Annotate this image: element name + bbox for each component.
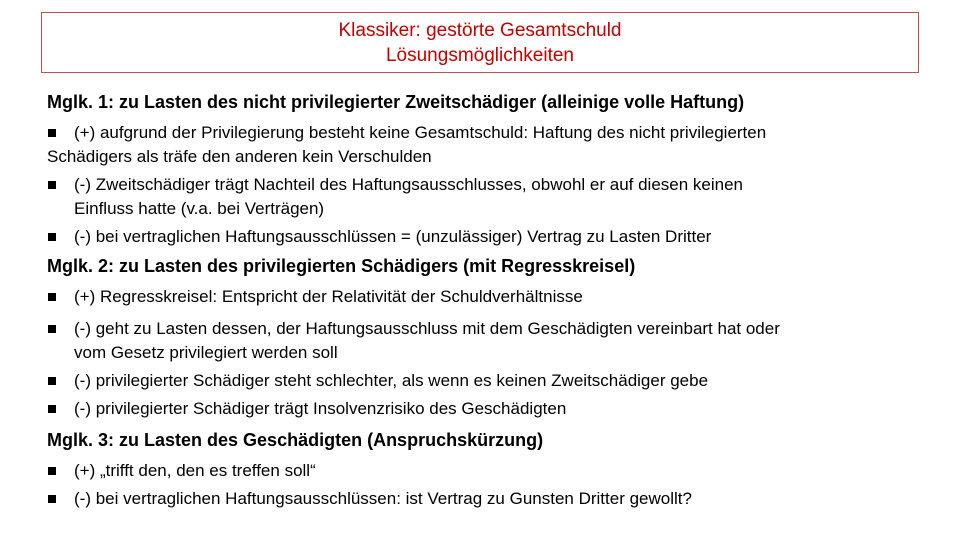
list-item [47,369,927,393]
list-item-text-cont: Schädigers als träfe den anderen kein Verschulden [47,147,432,166]
list-item [47,121,927,169]
section-list-1 [47,121,927,249]
square-bullet-icon [48,377,56,385]
list-item [47,487,927,511]
list-item-text: (+) Regresskreisel: Entspricht der Relativität der Schuldverhältnisse [74,287,583,306]
square-bullet-icon [48,325,56,333]
list-item-text: (-) privilegierter Schädiger trägt Insolvenzrisiko des Geschädigten [74,399,567,418]
section-heading-3: Mglk. 3: zu Lasten des Geschädigten (Anspruchskürzung) [47,430,544,450]
section-list-3 [47,459,927,511]
slide-content [47,89,927,511]
list-item-text-cont: vom Gesetz privilegiert werden soll [74,343,338,362]
square-bullet-icon [48,129,56,137]
list-item [47,225,927,249]
square-bullet-icon [48,293,56,301]
list-item-text-cont: Einfluss hatte (v.a. bei Verträgen) [74,199,325,218]
slide-subtitle: Lösungsmöglichkeiten [385,44,574,66]
square-bullet-icon [48,233,56,241]
list-item [47,459,927,483]
section-heading-2: Mglk. 2: zu Lasten des privilegierten Schädigers (mit Regresskreisel) [47,256,636,276]
section-list-2 [47,285,927,421]
list-item-text: (-) Zweitschädiger trägt Nachteil des Haftungsausschlusses, obwohl er auf diesen keinen [74,175,744,194]
square-bullet-icon [48,405,56,413]
section-heading-1: Mglk. 1: zu Lasten des nicht privilegierter Zweitschädiger (alleinige volle Haftung) [47,92,745,112]
list-item-text: (-) geht zu Lasten dessen, der Haftungsausschluss mit dem Geschädigten vereinbart hat oder [74,319,780,338]
list-item-text: (-) bei vertraglichen Haftungsausschlüssen: ist Vertrag zu Gunsten Dritter gewollt? [74,489,692,508]
list-item-text: (+) aufgrund der Privilegierung besteht keine Gesamtschuld: Haftung des nicht privilegierten [74,123,767,142]
slide-title-box [41,12,919,73]
list-item [47,285,927,309]
slide-title: Klassiker: gestörte Gesamtschuld [338,19,622,41]
list-item-text: (-) bei vertraglichen Haftungsausschlüssen = (unzulässiger) Vertrag zu Lasten Dritter [74,227,712,246]
square-bullet-icon [48,181,56,189]
list-item-text: (-) privilegierter Schädiger steht schlechter, als wenn es keinen Zweitschädiger gebe [74,371,709,390]
square-bullet-icon [48,467,56,475]
list-item [47,397,927,421]
list-item [47,317,927,365]
list-item [47,173,927,221]
square-bullet-icon [48,495,56,503]
list-item-text: (+) „trifft den, den es treffen soll“ [74,461,316,480]
